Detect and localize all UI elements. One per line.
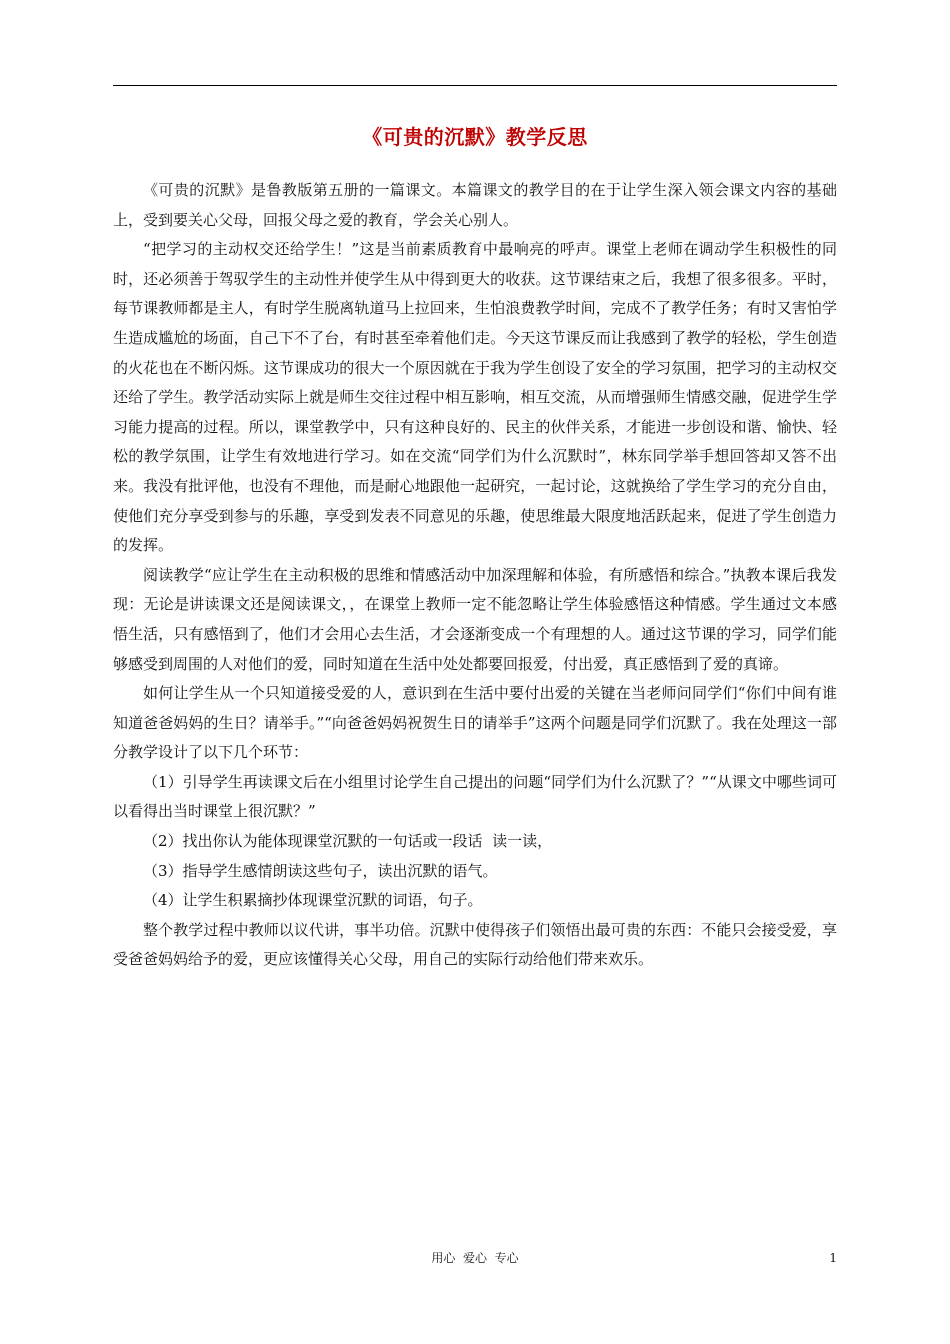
document-title: 《可贵的沉默》教学反思	[362, 125, 588, 149]
list-item-step-2: （2）找出你认为能体现课堂沉默的一句话或一段话 读一读，	[143, 832, 553, 851]
paragraph-reading-teaching: 阅读教学“应让学生在主动积极的思维和情感活动中加深理解和体验，有所感悟和综合。”执教本课后我发现：无论是讲读课文还是阅读课文，，在课堂上教师一定不能忽略让学生体验感悟这种情感。学生通过文本感悟生活，只有感悟到了，他们才会用心去生活，才会逐渐变成一个有理想的人。通过这节课的学习，同学们能够感受到周围的人对他们的爱，同时知道在生活中处处都要回报爱，付出爱，真正感悟到了爱的真谛。	[113, 565, 837, 673]
header-rule	[113, 85, 837, 86]
list-item-step-4: （4）让学生积累摘抄体现课堂沉默的词语，句子。	[143, 891, 483, 910]
paragraph-conclusion: 整个教学过程中教师以议代讲，事半功倍。沉默中使得孩子们领悟出最可贵的东西：不能只会接受爱，享受爸爸妈妈给予的爱，更应该懂得关心父母，用自己的实际行动给他们带来欢乐。	[113, 920, 837, 969]
paragraph-intro: 《可贵的沉默》是鲁教版第五册的一篇课文。本篇课文的教学目的在于让学生深入领会课文内容的基础上，受到要关心父母，回报父母之爱的教育，学会关心别人。	[113, 181, 837, 229]
paragraph-student-initiative: “把学习的主动权交还给学生！”这是当前素质教育中最响亮的呼声。课堂上老师在调动学生积极性的同时，还必须善于驾驭学生的主动性并使学生从中得到更大的收获。这节课结束之后，我想了很多很多。平时，每节课教师都是主人，有时学生脱离轨道马上拉回来，生怕浪费教学时间，完成不了教学任务；有时又害怕学生造成尴尬的场面，自己下不了台，有时甚至牵着他们走。今天这节课反而让我感到了教学的轻松，学生创造的火花也在不断闪烁。这节课成功的很大一个原因就在于我为学生创设了安全的学习氛围，把学习的主动权交还给了学生。教学活动实际上就是师生交往过程中相互影响，相互交流，从而增强师生情感交融，促进学生学习能力提高的过程。所以，课堂教学中，只有这种良好的、民主的伙伴关系，才能进一步创设和谐、愉快、轻松的教学氛围，让学生有效地进行学习。如在交流“同学们为什么沉默时”，林东同学举手想回答却又答不出来。我没有批评他，也没有不理他，而是耐心地跟他一起研究，一起讨论，这就换给了学生学习的充分自由，使他们充分享受到参与的乐趣，享受到发表不同意见的乐趣，使思维最大限度地活跃起来，促进了学生创造力的发挥。	[113, 240, 837, 555]
list-item-step-1: （1）引导学生再读课文后在小组里讨论学生自己提出的问题“同学们为什么沉默了？”“从课文中哪些词可以看得出当时课堂上很沉默？”	[113, 772, 837, 821]
footer-motto: 用心 爱心 专心	[431, 1251, 519, 1265]
paragraph-giving-love: 如何让学生从一个只知道接受爱的人，意识到在生活中要付出爱的关键在当老师问同学们“你们中间有谁知道爸爸妈妈的生日？请举手。”“向爸爸妈妈祝贺生日的请举手”这两个问题是同学们沉默了。我在处理这一部分教学设计了以下几个环节：	[113, 684, 837, 762]
document-body	[113, 176, 837, 975]
list-item-step-3: （3）指导学生感情朗读这些句子，读出沉默的语气。	[143, 861, 498, 880]
page-number: 1	[829, 1251, 837, 1265]
